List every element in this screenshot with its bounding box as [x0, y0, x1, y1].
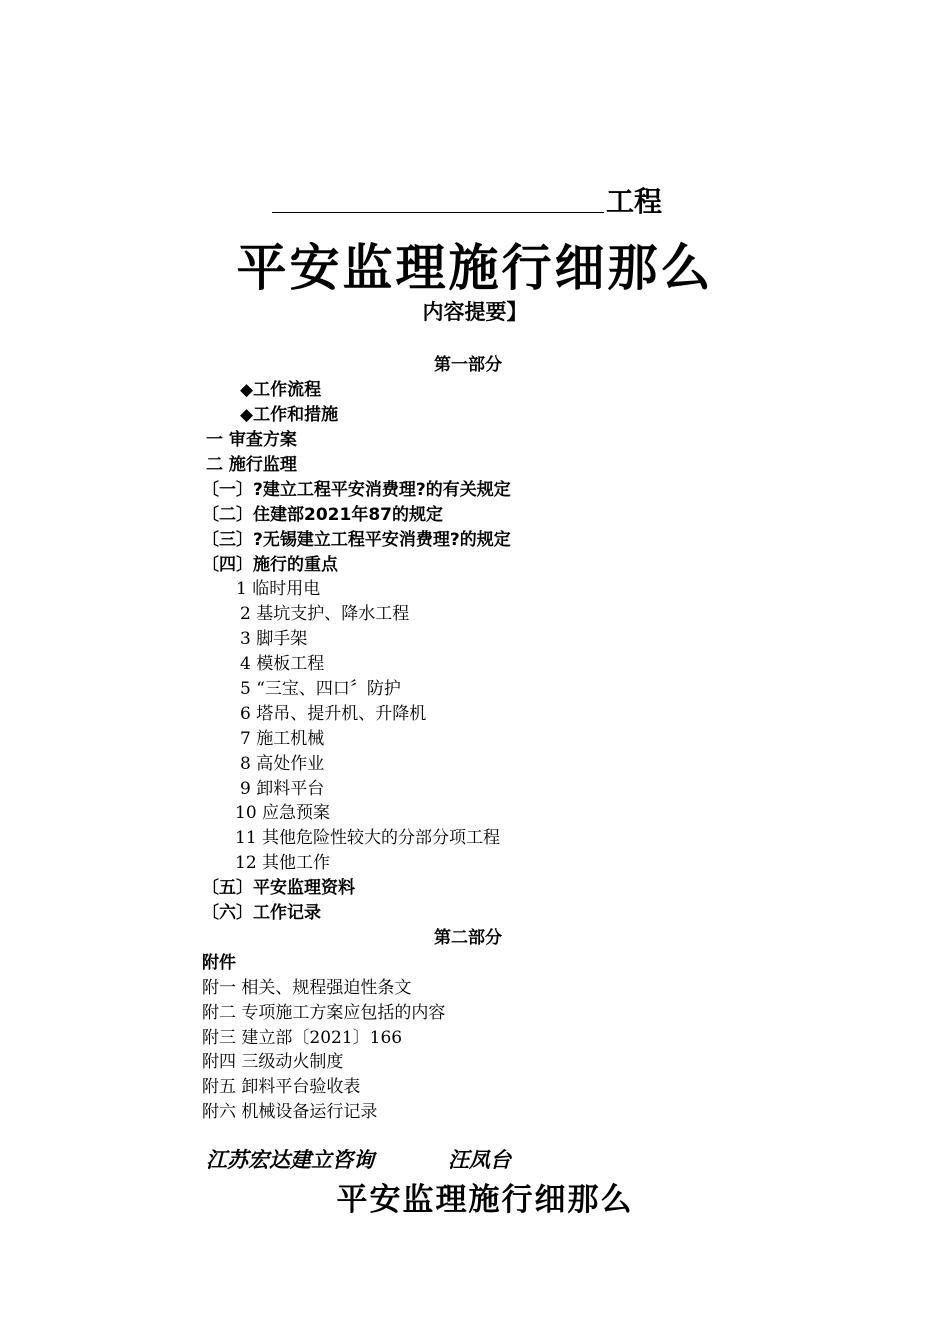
- subsection-heading: 〔四〕施行的重点: [202, 555, 338, 575]
- footer-company: 江苏宏达建立咨询: [206, 1147, 374, 1172]
- part1-heading: 第一部分: [434, 355, 502, 375]
- subsection-heading: 〔六〕工作记录: [202, 903, 321, 923]
- subsection-heading: 〔二〕住建部2021年87的规定: [202, 505, 443, 525]
- attachment-item: 附三 建立部〔2021〕166: [202, 1028, 403, 1048]
- key-point-item: 9 卸料平台: [240, 779, 325, 799]
- attachment-item: 附五 卸料平台验收表: [202, 1077, 361, 1097]
- project-name-blank: [272, 212, 604, 213]
- key-point-item: 4 模板工程: [240, 654, 325, 674]
- bullet-item: ◆工作流程: [240, 380, 322, 400]
- key-point-item: 12 其他工作: [235, 853, 331, 873]
- key-point-item: 5 “三宝、四口〞防护: [240, 679, 401, 699]
- attachment-item: 附六 机械设备运行记录: [202, 1102, 378, 1122]
- project-title-line: [272, 180, 692, 220]
- attachments-label: 附件: [202, 953, 236, 973]
- key-point-item: 1 临时用电: [236, 579, 321, 599]
- key-point-item: 7 施工机械: [240, 729, 325, 749]
- key-point-item: 11 其他危险性较大的分部分项工程: [235, 828, 501, 848]
- attachment-item: 附一 相关、规程强迫性条文: [202, 978, 412, 998]
- project-suffix: 工程: [606, 185, 663, 218]
- footer-title: 平安监理施行细那么: [336, 1182, 634, 1218]
- key-point-item: 10 应急预案: [235, 803, 331, 823]
- key-point-item: 2 基坑支护、降水工程: [240, 604, 410, 624]
- subsection-heading: 〔五〕平安监理资料: [202, 878, 355, 898]
- key-point-item: 6 塔吊、提升机、升降机: [240, 704, 427, 724]
- key-point-item: 8 高处作业: [240, 754, 325, 774]
- subsection-heading: 〔一〕?建立工程平安消费理?的有关规定: [202, 480, 511, 500]
- attachment-item: 附二 专项施工方案应包括的内容: [202, 1003, 446, 1023]
- part2-heading: 第二部分: [434, 928, 502, 948]
- bullet-item: ◆工作和措施: [240, 405, 339, 425]
- subsection-heading: 〔三〕?无锡建立工程平安消费理?的规定: [202, 530, 511, 550]
- diamond-icon: ◆: [240, 380, 254, 400]
- key-point-item: 3 脚手架: [240, 629, 308, 649]
- attachment-item: 附四 三级动火制度: [202, 1052, 344, 1072]
- footer-author: 汪凤台: [448, 1147, 511, 1172]
- section-heading: 一 审查方案: [206, 430, 297, 450]
- main-title: 平安监理施行细那么: [236, 238, 714, 297]
- section-heading: 二 施行监理: [206, 455, 297, 475]
- subtitle: 内容提要】: [422, 300, 528, 324]
- diamond-icon: ◆: [240, 405, 254, 425]
